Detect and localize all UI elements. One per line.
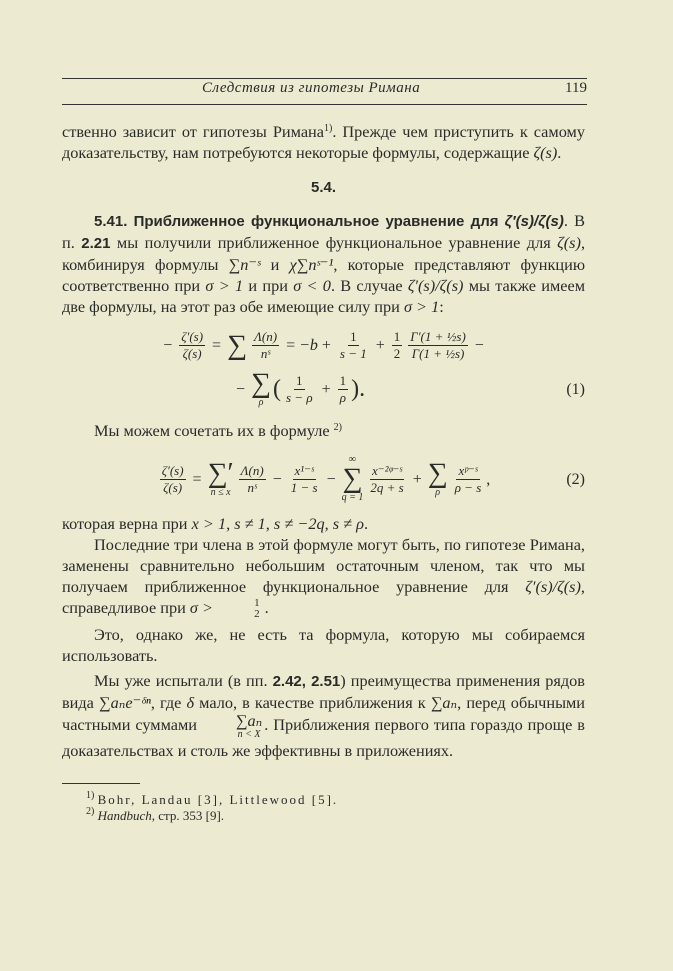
- math: ∑n⁻ˢ: [228, 255, 261, 274]
- text: . Прежде чем приступить к самому доказательству, нам потребуются некоторые формулы, содержащие: [62, 122, 585, 162]
- fraction: [408, 329, 467, 362]
- math: ζ′(s)/ζ(s): [525, 577, 581, 596]
- numerator: xᵖ⁻ˢ: [458, 462, 478, 478]
- numerator: Λ(n): [240, 462, 264, 478]
- denominator: ρ: [339, 389, 346, 405]
- fraction: [284, 373, 315, 406]
- operator: +: [412, 470, 422, 488]
- text: , справедливое при: [62, 577, 585, 617]
- math: ∑aₙ: [430, 693, 458, 713]
- math: x > 1, s ≠ 1, s ≠ −2q, s ≠ ρ: [191, 514, 364, 533]
- footnote-rule: [62, 783, 140, 784]
- running-header: [62, 80, 587, 102]
- operator: +: [321, 380, 331, 398]
- paragraph-6: Это, однако же, не есть та формула, которую мы собираемся использовать.: [62, 625, 585, 666]
- numerator: x¹⁻ˢ: [294, 462, 314, 478]
- sum-limit: n ≤ x: [210, 487, 231, 498]
- text: .: [363, 514, 369, 533]
- denominator: 2: [393, 346, 401, 361]
- footnote-title: Handbuch: [97, 807, 152, 823]
- operator: −: [236, 380, 246, 398]
- cross-reference: 2.42, 2.51: [272, 673, 341, 691]
- section-heading: 5.4.: [310, 179, 337, 196]
- denominator: ζ(s): [163, 479, 183, 495]
- math: ∑aₙ: [235, 711, 263, 731]
- summation: [342, 455, 364, 503]
- text: .: [557, 143, 562, 162]
- text: , комбинируя формулы: [62, 233, 586, 274]
- body-text: [62, 121, 585, 824]
- numerator: 1: [296, 372, 303, 388]
- sigma: ∑: [427, 458, 448, 489]
- fraction: [252, 329, 279, 362]
- denominator: ζ(s): [182, 346, 202, 361]
- numerator: 1: [339, 372, 347, 388]
- paren: (: [273, 375, 281, 402]
- summation: [208, 460, 234, 498]
- math: ζ′(s)/ζ(s): [407, 276, 464, 295]
- denominator: s − 1: [339, 346, 367, 361]
- paragraph-4: [62, 513, 585, 534]
- fraction: [338, 329, 369, 362]
- operator: −: [163, 337, 173, 354]
- equation-number: (1): [566, 380, 585, 398]
- operator: =: [286, 337, 296, 354]
- fraction: [220, 598, 262, 620]
- numerator: Λ(n): [254, 329, 278, 344]
- numerator: ζ′(s): [161, 462, 184, 478]
- subsection-number: 5.41.: [94, 213, 128, 230]
- equation-1-line-2: [62, 370, 585, 408]
- fraction: [289, 463, 320, 496]
- denominator: Γ(1 + ½s): [411, 346, 465, 361]
- text: .: [264, 598, 269, 617]
- text: Мы уже испытали (в пп.: [94, 671, 273, 691]
- paragraph-3: [62, 420, 585, 441]
- sum-upper-limit: ∞: [348, 454, 357, 465]
- footnote-ref-1[interactable]: 1): [323, 123, 333, 134]
- footnote-text: Bohr, Landau [3], Littlewood [5].: [97, 791, 339, 807]
- math: σ >: [189, 598, 218, 617]
- numerator: Γ′(1 + ½s): [410, 329, 466, 344]
- math: ∑aₙe⁻ᵟⁿ: [99, 693, 151, 713]
- fraction: [338, 373, 349, 406]
- text: мало, в качестве приближения к: [194, 693, 431, 713]
- fraction: [368, 463, 405, 496]
- paragraph-5-41: [62, 210, 585, 317]
- numerator: x⁻²ᵠ⁻ˢ: [371, 462, 403, 478]
- fraction: [239, 463, 266, 496]
- numerator: 1: [350, 329, 357, 344]
- footnote-text: , стр. 353 [9].: [151, 807, 225, 823]
- text: которая верна при: [62, 514, 192, 533]
- footnote-2: [62, 805, 585, 824]
- numerator: ζ′(s): [181, 329, 204, 344]
- math: −b: [299, 337, 318, 354]
- text: . В п.: [62, 211, 585, 252]
- text: и: [260, 255, 290, 274]
- paragraph-1: [62, 121, 585, 163]
- footnote-mark: 1): [86, 789, 95, 801]
- fraction: [453, 463, 484, 496]
- sum-limit: ρ: [258, 397, 264, 408]
- denominator: ρ − s: [454, 479, 482, 495]
- sum-limit: n < X: [237, 728, 261, 740]
- text: , которые представляют функцию соответственно при: [62, 255, 586, 295]
- text: , где: [150, 693, 187, 713]
- sigma: ∑: [342, 463, 363, 494]
- math: δ: [186, 693, 195, 713]
- summation: [251, 370, 271, 408]
- denominator: 1 − s: [290, 479, 318, 495]
- operator: −: [272, 470, 282, 488]
- operator: =: [192, 470, 202, 488]
- summation: [428, 460, 448, 498]
- sum-limit: q = 1: [341, 492, 364, 503]
- denominator: 2q + s: [370, 479, 404, 495]
- math: σ < 0: [293, 276, 331, 295]
- sum-limit: ρ: [435, 487, 441, 498]
- operator: =: [212, 337, 222, 354]
- punctuation: ,: [486, 470, 491, 488]
- math: σ > 1: [403, 297, 440, 316]
- math: ζ′(s)/ζ(s): [504, 213, 564, 230]
- footnote-mark: 2): [86, 805, 95, 817]
- cross-reference: 2.21: [81, 235, 111, 252]
- denominator: nˢ: [260, 346, 271, 361]
- subsection-title: Приближенное функциональное уравнение для: [133, 213, 499, 230]
- equation-2: [62, 455, 585, 503]
- numerator: 1: [254, 597, 260, 610]
- text: :: [439, 297, 444, 316]
- paren: ).: [351, 375, 366, 402]
- operator: −: [326, 470, 336, 488]
- text: Мы можем сочетать их в формуле: [94, 421, 334, 440]
- running-title: Следствия из гипотезы Римана: [202, 80, 421, 96]
- paragraph-5: [62, 534, 585, 620]
- page-number: 119: [565, 80, 587, 96]
- operator: −: [474, 337, 484, 354]
- paragraph-7: [62, 670, 585, 760]
- text: и при: [243, 276, 294, 295]
- math: χ∑nˢ⁻¹: [289, 255, 334, 274]
- text: мы также имеем две формулы, на этот раз обе имеющие силу при: [62, 276, 585, 316]
- header-top-rule: [62, 78, 587, 79]
- operator: +: [375, 337, 385, 354]
- text: ) преимущества применения рядов вида: [62, 671, 585, 713]
- fraction: [160, 463, 186, 496]
- text: . В случае: [330, 276, 408, 295]
- math: ζ(s): [533, 143, 558, 162]
- equation-1-line-1: [62, 329, 585, 362]
- sigma: ∑: [251, 368, 271, 399]
- summation: [204, 713, 262, 739]
- sigma: ∑′: [207, 458, 234, 489]
- header-bottom-rule: [62, 104, 587, 105]
- summation: [227, 329, 248, 361]
- numerator: 1: [393, 329, 401, 344]
- text: . Приближения первого типа гораздо проще в доказательствах и столь же эффективны в приложениях.: [62, 715, 585, 760]
- denominator: nˢ: [247, 479, 257, 495]
- sigma: ∑: [227, 329, 248, 361]
- text: , перед обычными частными суммами: [62, 693, 586, 735]
- denominator: s − ρ: [286, 389, 313, 405]
- denominator: 2: [254, 608, 260, 621]
- text: мы получили приближенное функциональное уравнение для: [110, 233, 558, 252]
- text: Последние три члена в этой формуле могут быть, по гипотезе Римана, заменены сравнительно небольшим остаточным членом, так что мы получаем приближенное функциональное уравнение для: [62, 535, 585, 596]
- footnote-ref-2[interactable]: 2): [333, 422, 343, 433]
- math: σ > 1: [205, 276, 244, 295]
- fraction: [392, 329, 403, 362]
- math: ζ(s): [557, 233, 581, 252]
- text: ственно зависит от гипотезы Римана: [62, 122, 324, 141]
- equation-number: (2): [566, 470, 585, 488]
- operator: +: [321, 337, 331, 354]
- footnote-1: [62, 789, 585, 808]
- fraction: [179, 329, 205, 362]
